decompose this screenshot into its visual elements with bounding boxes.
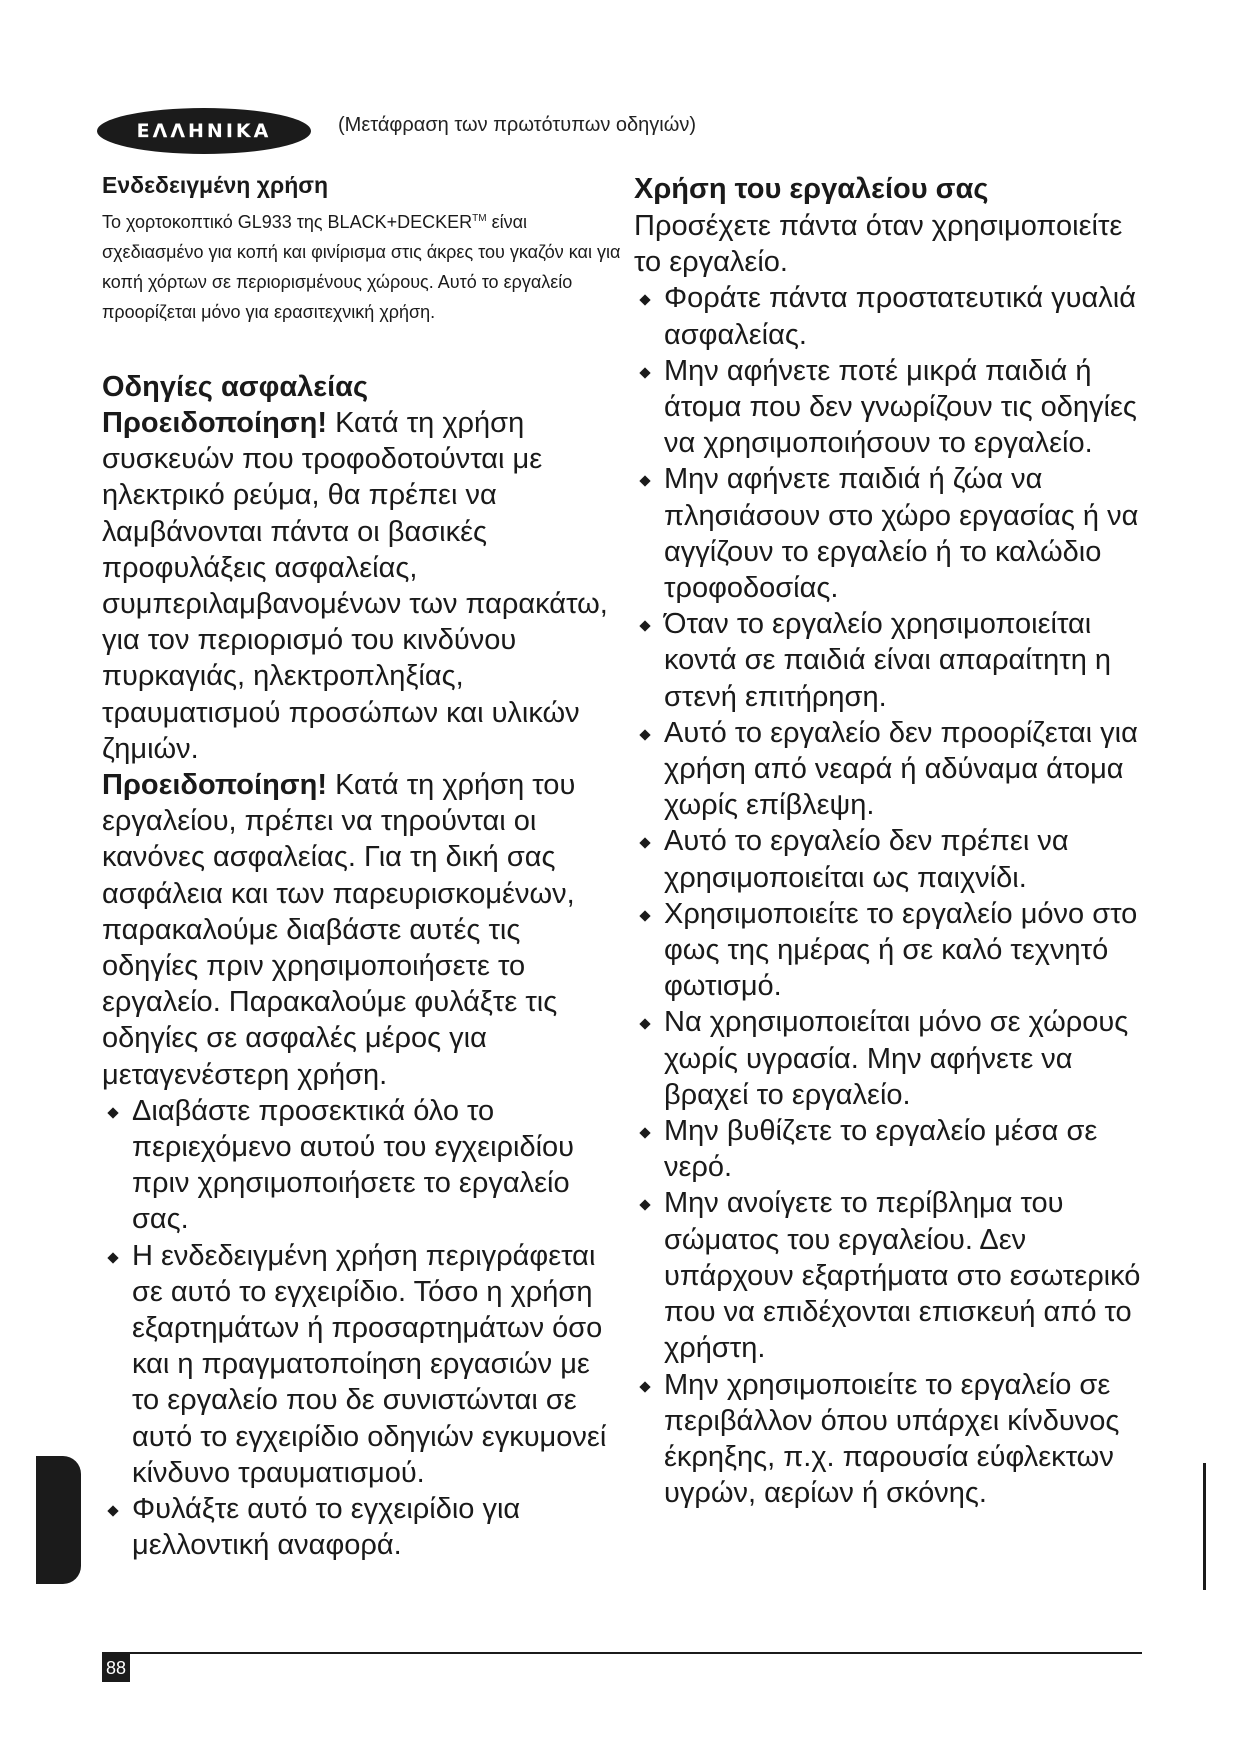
trademark-mark: TM (472, 213, 487, 224)
list-item: Η ενδεδειγμένη χρήση περιγράφεται σε αυτό το εγχειρίδιο. Τόσο η χρήση εξαρτημάτων ή προσαρτημάτων όσο και η πραγματοποίηση εργασιών με το εργαλείο που δε συνιστώνται σε αυτό το εγχειρίδιο οδηγιών εγκυμονεί κίνδυνο τραυματισμού. (102, 1238, 622, 1491)
diamond-bullet-icon (107, 1505, 118, 1516)
diamond-bullet-icon (639, 1381, 650, 1392)
diamond-bullet-icon (639, 729, 650, 740)
section-side-tab (36, 1456, 81, 1584)
tool-use-intro: Προσέχετε πάντα όταν χρησιμοποιείτε το εργαλείο. (634, 210, 1123, 279)
diamond-bullet-icon (639, 367, 650, 378)
list-item: Φοράτε πάντα προστατευτικά γυαλιά ασφαλείας. (634, 280, 1154, 352)
list-item: Χρησιμοποιείτε το εργαλείο μόνο στο φως της ημέρας ή σε καλό τεχνητό φωτισμό. (634, 896, 1154, 1005)
list-item: Μην αφήνετε ποτέ μικρά παιδιά ή άτομα που δεν γνωρίζουν τις οδηγίες να χρησιμοποιήσουν το εργαλείο. (634, 353, 1154, 462)
translation-note: (Μετάφραση των πρωτότυπων οδηγιών) (338, 114, 697, 136)
language-label: ΕΛΛΗΝΙΚΑ (136, 120, 272, 142)
intended-use-text: Το χορτοκοπτικό GL933 της BLACK+DECKER™ είναι σχεδιασμένο για κοπή και φινίρισμα στις άκρες του γκαζόν και για κοπή χόρτων σε περιορισμένους χώρους. Αυτό το εργαλείο προορίζεται μόνο για ερασιτεχνική χρήση. (102, 212, 621, 322)
safety-title: Οδηγίες ασφαλείας (102, 371, 369, 403)
list-item: Διαβάστε προσεκτικά όλο το περιεχόμενο αυτού του εγχειριδίου πριν χρησιμοποιήσετε το εργαλείο σας. (102, 1093, 622, 1238)
list-item: Όταν το εργαλείο χρησιμοποιείται κοντά σε παιδιά είναι απαραίτητη η στενή επιτήρηση. (634, 606, 1154, 715)
tool-use-bullet-list (634, 280, 1154, 1511)
list-item: Μην βυθίζετε το εργαλείο μέσα σε νερό. (634, 1113, 1154, 1185)
warning-label: Προειδοποίηση! (102, 769, 328, 802)
list-item: Μην χρησιμοποιείτε το εργαλείο σε περιβάλλον όπου υπάρχει κίνδυνος έκρηξης, π.χ. παρουσία εύφλεκτων υγρών, αερίων ή σκόνης. (634, 1367, 1154, 1512)
diamond-bullet-icon (639, 621, 650, 632)
warning-label: Προειδοποίηση! (102, 407, 328, 439)
safety-warning-1: Προειδοποίηση! Κατά τη χρήση συσκευών που τροφοδοτούνται με ηλεκτρικό ρεύμα, θα πρέπει να λαμβάνονται πάντα οι βασικές προφυλάξεις ασφαλείας, συμπεριλαμβανομένων των παρακάτω, για τον περιορισμό του κινδύνου πυρκαγιάς, ηλεκτροπληξίας, τραυματισμού προσώπων και υλικών ζημιών. (102, 407, 608, 765)
list-item: Μην ανοίγετε το περίβλημα του σώματος του εργαλείου. Δεν υπάρχουν εξαρτήματα στο εσωτερικό που να επιδέχονται επισκευή από το χρήστη. (634, 1185, 1154, 1366)
tool-use-title: Χρήση του εργαλείου σας (634, 173, 989, 205)
safety-warning-2: Προειδοποίηση! Κατά τη χρήση του εργαλείου, πρέπει να τηρούνται οι κανόνες ασφαλείας. Για τη δική σας ασφάλεια και των παρευρισκομένων, παρακαλούμε διαβάστε αυτές τις οδηγίες πριν χρησιμοποιήσετε το εργαλείο. Παρακαλούμε φυλάξτε τις οδηγίες σε ασφαλές μέρος για μεταγενέστερη χρήση. (102, 769, 576, 1091)
intended-use-title: Ενδεδειγμένη χρήση (102, 172, 329, 198)
list-item: Αυτό το εργαλείο δεν πρέπει να χρησιμοποιείται ως παιχνίδι. (634, 823, 1154, 895)
list-item: Αυτό το εργαλείο δεν προορίζεται για χρήση από νεαρά ή αδύναμα άτομα χωρίς επίβλεψη. (634, 715, 1154, 824)
diamond-bullet-icon (107, 1107, 118, 1118)
diamond-bullet-icon (639, 838, 650, 849)
list-item: Φυλάξτε αυτό το εγχειρίδιο για μελλοντική αναφορά. (102, 1491, 622, 1563)
diamond-bullet-icon (639, 476, 650, 487)
margin-marker-line (1203, 1463, 1206, 1590)
footer-divider (102, 1652, 1142, 1654)
diamond-bullet-icon (639, 1019, 650, 1030)
diamond-bullet-icon (107, 1252, 118, 1263)
page-number: 88 (102, 1654, 130, 1682)
list-item: Μην αφήνετε παιδιά ή ζώα να πλησιάσουν στο χώρο εργασίας ή να αγγίζουν το εργαλείο ή το καλώδιο τροφοδοσίας. (634, 461, 1154, 606)
language-badge (97, 108, 311, 154)
diamond-bullet-icon (639, 295, 650, 306)
diamond-bullet-icon (639, 910, 650, 921)
right-column (634, 170, 1154, 1511)
safety-bullet-list (102, 1093, 622, 1564)
left-column (102, 170, 622, 1564)
list-item: Να χρησιμοποιείται μόνο σε χώρους χωρίς υγρασία. Μην αφήνετε να βραχεί το εργαλείο. (634, 1004, 1154, 1113)
diamond-bullet-icon (639, 1200, 650, 1211)
diamond-bullet-icon (639, 1127, 650, 1138)
